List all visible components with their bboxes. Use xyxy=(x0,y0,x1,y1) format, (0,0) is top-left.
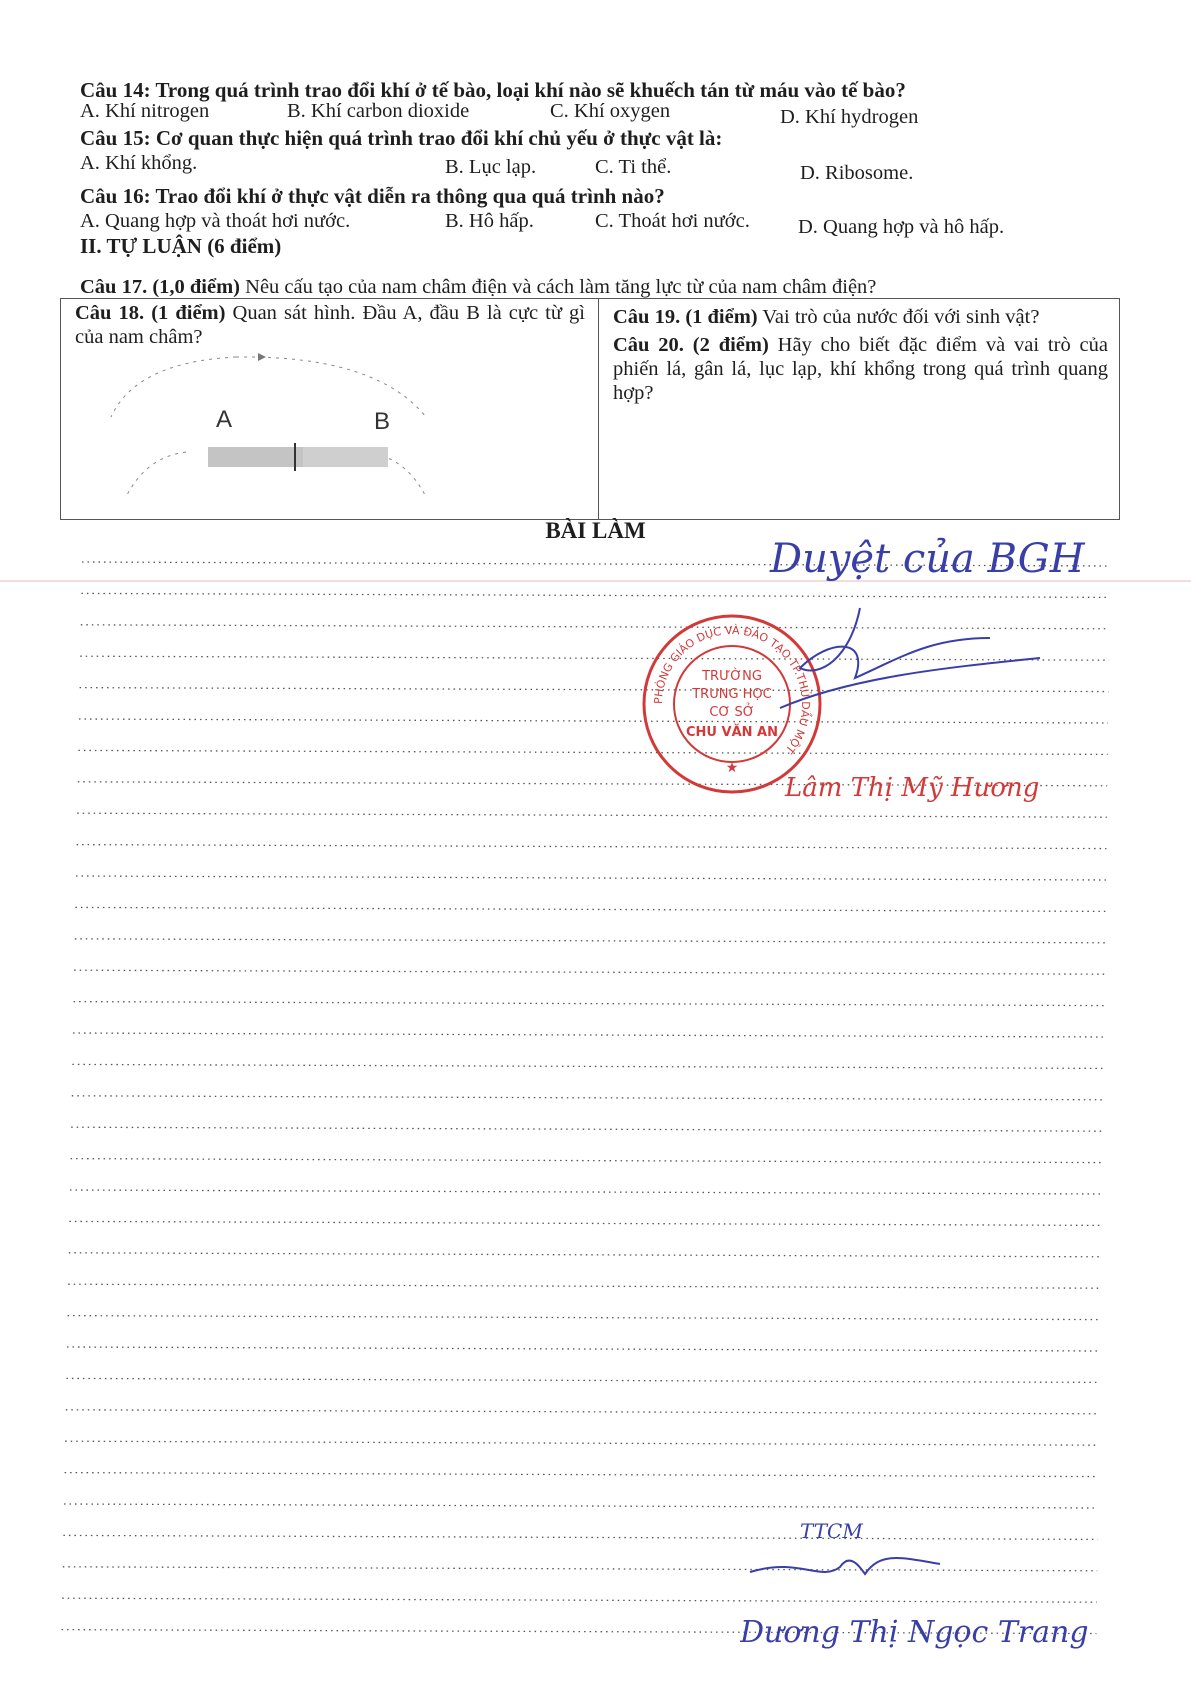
q16-option-c: C. Thoát hơi nước. xyxy=(595,210,750,232)
stamp-line-4: CHU VĂN AN xyxy=(686,725,778,740)
answer-line xyxy=(75,907,1105,911)
q18-text: Quan sát hình. Đầu A, đầu B là cực từ gì của nam châm? xyxy=(75,302,585,348)
q16-option-d: D. Quang hợp và hô hấp. xyxy=(798,216,1005,238)
q20-label: Câu 20. (2 điểm) xyxy=(613,334,769,356)
question-14-title: Câu 14: Trong quá trình trao đổi khí ở tế bào, loại khí nào sẽ khuếch tán từ máu vào tế bào? xyxy=(80,78,906,102)
q15-option-b: B. Lục lạp. xyxy=(445,156,537,178)
principal-name xyxy=(780,760,1040,810)
answer-line xyxy=(68,1316,1101,1320)
q17-text: Nêu cấu tạo của nam châm điện và cách làm tăng lực từ của nam châm điện? xyxy=(240,276,877,298)
principal-name-text: Lâm Thị Mỹ Hương xyxy=(785,773,1040,803)
answer-line xyxy=(64,1504,1098,1508)
principal-signature-stroke xyxy=(780,608,1040,708)
stamp-line-1: TRƯỜNG xyxy=(702,669,762,684)
answer-heading: BÀI LÀM xyxy=(545,518,646,543)
q16-option-b: B. Hô hấp. xyxy=(445,210,534,232)
answer-line xyxy=(72,1064,1103,1068)
stamp-line-3: CƠ SỞ xyxy=(709,705,755,720)
q18-label: Câu 18. (1 điểm) xyxy=(75,302,226,324)
answer-line xyxy=(71,1159,1103,1163)
q15-option-a: A. Khí khổng. xyxy=(80,152,198,174)
ttcm-signature-stroke xyxy=(750,1558,940,1574)
approval-note-text: Duyệt của BGH xyxy=(770,536,1085,582)
approval-note xyxy=(760,520,1100,590)
answer-line xyxy=(72,1096,1103,1100)
ttcm-label: TTCM xyxy=(800,1519,863,1543)
answer-line xyxy=(74,970,1105,974)
question-16-title: Câu 16: Trao đổi khí ở thực vật diễn ra thông qua quá trình nào? xyxy=(80,184,665,208)
ttcm-signer-name: Dương Thị Ngọc Trang xyxy=(740,1615,1089,1650)
q14-option-a: A. Khí nitrogen xyxy=(80,100,210,122)
pole-a-label: A xyxy=(216,406,233,433)
answer-line xyxy=(78,750,1107,754)
answer-line xyxy=(70,1190,1102,1194)
answer-line xyxy=(68,1284,1101,1288)
answer-line xyxy=(73,1033,1104,1037)
q14-option-d: D. Khí hydrogen xyxy=(780,106,919,128)
answer-line xyxy=(69,1253,1101,1257)
stamp-star-icon: ★ xyxy=(725,760,739,776)
answer-line xyxy=(76,876,1106,880)
answer-line xyxy=(67,1347,1100,1351)
stamp-ring-textpath: PHÒNG GIÁO DỤC VÀ ĐÀO TẠO TP.THỦ DẦU MỘT xyxy=(651,623,813,756)
q15-option-c: C. Ti thể. xyxy=(595,156,672,178)
q17-label: Câu 17. (1,0 điểm) xyxy=(80,276,241,298)
q19-label: Câu 19. (1 điểm) xyxy=(613,306,758,328)
q20-text: Hãy cho biết đặc điểm và vai trò của phiến lá, gân lá, lục lạp, khí khổng trong quá trình quang hợp? xyxy=(613,334,1108,404)
answer-line xyxy=(77,845,1107,849)
q14-option-b: B. Khí carbon dioxide xyxy=(287,100,470,122)
q16-option-a: A. Quang hợp và thoát hơi nước. xyxy=(80,210,351,232)
answer-line xyxy=(75,939,1105,943)
q19-text: Vai trò của nước đối với sinh vật? xyxy=(757,306,1040,328)
answer-line xyxy=(81,593,1109,597)
answer-line xyxy=(71,1127,1103,1131)
answer-line xyxy=(69,1221,1101,1225)
q14-option-c: C. Khí oxygen xyxy=(550,100,671,122)
answer-line xyxy=(66,1378,1099,1382)
answer-line xyxy=(65,1473,1099,1477)
stamp-line-2: TRUNG HỌC xyxy=(692,687,772,702)
answer-line xyxy=(74,1002,1105,1006)
q15-option-d: D. Ribosome. xyxy=(800,162,914,184)
question-15-title: Câu 15: Cơ quan thực hiện quá trình trao đổi khí chủ yếu ở thực vật là: xyxy=(80,126,723,150)
principal-signature xyxy=(760,598,1050,748)
section-heading: II. TỰ LUẬN (6 điểm) xyxy=(80,234,282,258)
pole-b-label: B xyxy=(374,408,391,435)
ttcm-signature xyxy=(740,1512,1120,1662)
answer-line xyxy=(66,1410,1099,1414)
answer-line xyxy=(77,813,1107,817)
answer-line xyxy=(65,1441,1099,1445)
